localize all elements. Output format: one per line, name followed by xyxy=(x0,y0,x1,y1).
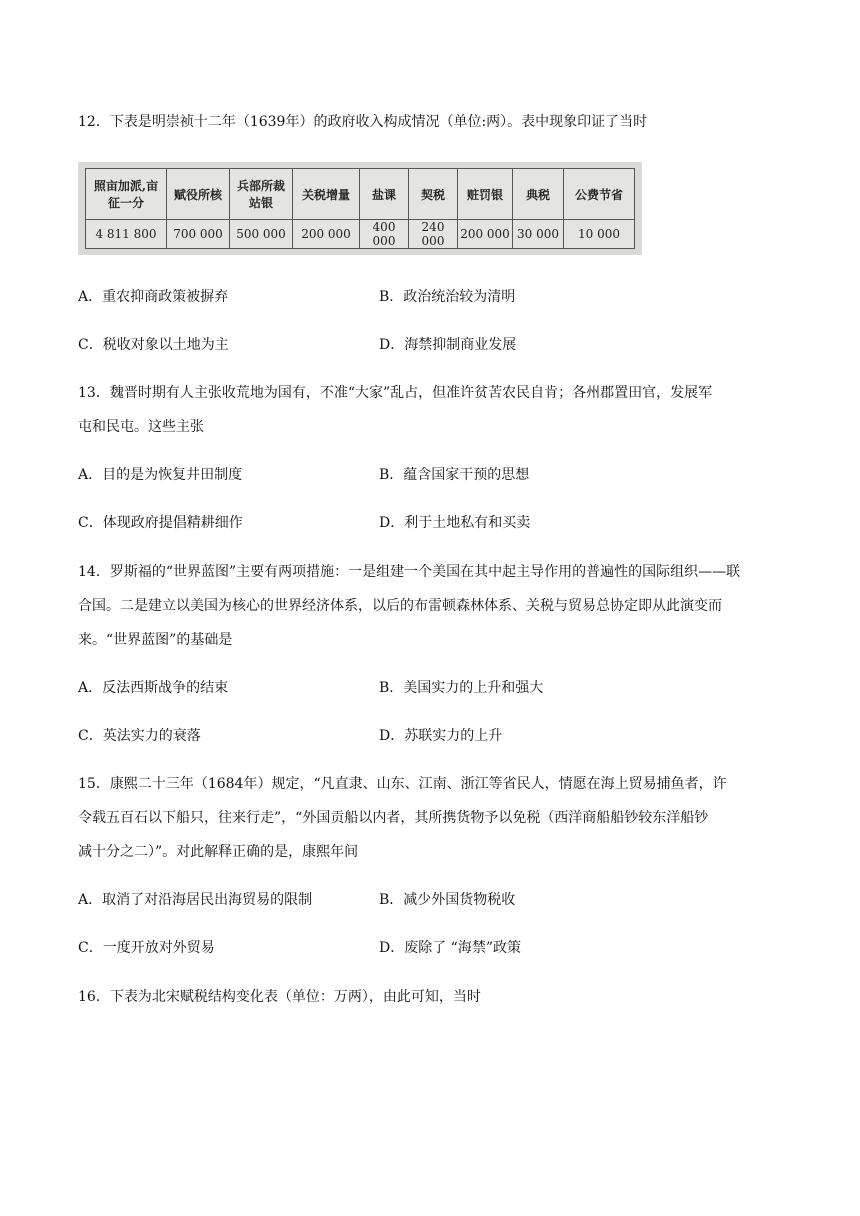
q15-option-d: D．废除了 “海禁”政策 xyxy=(379,940,521,956)
q12-option-a: A．重农抑商政策被摒弃 xyxy=(78,289,229,305)
table-cell: 200 000 xyxy=(458,220,513,249)
q15-stem-line1: 15．康熙二十三年（1684年）规定，“凡直隶、山东、江南、浙江等省民人，情愿在海上贸易捕鱼者，许 xyxy=(78,776,727,792)
q12-table-image xyxy=(78,162,642,255)
q14-option-c: C．英法实力的衰落 xyxy=(78,728,201,744)
q15-option-c: C．一度开放对外贸易 xyxy=(78,940,215,956)
q16-stem: 16．下表为北宋赋税结构变化表（单位：万两），由此可知，当时 xyxy=(78,989,481,1005)
table-cell: 4 811 800 xyxy=(86,220,167,249)
q13-stem-line2: 屯和民屯。这些主张 xyxy=(78,419,204,435)
q13-option-c: C．体现政府提倡精耕细作 xyxy=(78,515,243,531)
table-header-cell: 赋役所核 xyxy=(167,169,230,220)
q12-stem: 12．下表是明崇祯十二年（1639年）的政府收入构成情况（单位:两）。表中现象印证了当时 xyxy=(78,114,648,130)
table-header-cell: 契税 xyxy=(409,169,458,220)
table-header-cell: 公费节省 xyxy=(564,169,635,220)
table-cell: 700 000 xyxy=(167,220,230,249)
table-header-cell: 兵部所裁站银 xyxy=(230,169,293,220)
table-header-cell: 关税增量 xyxy=(293,169,360,220)
table-cell: 240 000 xyxy=(409,220,458,249)
table-header-cell: 赃罚银 xyxy=(458,169,513,220)
table-header-cell: 盐课 xyxy=(360,169,409,220)
table-cell: 200 000 xyxy=(293,220,360,249)
table-header-cell: 典税 xyxy=(513,169,564,220)
q14-option-d: D．苏联实力的上升 xyxy=(379,728,503,744)
q15-stem-line2: 令载五百石以下船只，往来行走”，“外国贡船以内者，其所携货物予以免税（西洋商船船钞较东洋船钞 xyxy=(78,810,709,826)
table-cell: 10 000 xyxy=(564,220,635,249)
table-cell: 400 000 xyxy=(360,220,409,249)
table-cell: 500 000 xyxy=(230,220,293,249)
q15-stem-line3: 减十分之二）”。对此解释正确的是，康熙年间 xyxy=(78,844,359,860)
q15-option-a: A．取消了对沿海居民出海贸易的限制 xyxy=(78,892,313,908)
q14-option-b: B．美国实力的上升和强大 xyxy=(379,680,544,696)
q14-option-a: A．反法西斯战争的结束 xyxy=(78,680,229,696)
table-cell: 30 000 xyxy=(513,220,564,249)
table-row xyxy=(86,220,635,249)
table-header-row xyxy=(86,169,635,220)
q13-stem-line1: 13．魏晋时期有人主张收荒地为国有，不准“大家”乱占，但准许贫苦农民自肯；各州郡置田官，发展军 xyxy=(78,385,713,401)
q12-income-table xyxy=(85,168,635,249)
q12-option-b: B．政治统治较为清明 xyxy=(379,289,516,305)
q12-option-c: C．税收对象以土地为主 xyxy=(78,337,229,353)
q15-option-b: B．减少外国货物税收 xyxy=(379,892,516,908)
q14-stem-line2: 合国。二是建立以美国为核心的世界经济体系，以后的布雷顿森林体系、关税与贸易总协定即从此演变而 xyxy=(78,598,722,614)
q14-stem-line1: 14．罗斯福的“世界蓝图”主要有两项措施：一是组建一个美国在其中起主导作用的普遍性的国际组织——联 xyxy=(78,564,741,580)
q14-stem-line3: 来。“世界蓝图”的基础是 xyxy=(78,632,233,648)
q12-option-d: D．海禁抑制商业发展 xyxy=(379,337,517,353)
table-header-cell: 照亩加派,亩征一分 xyxy=(86,169,167,220)
q13-option-a: A．目的是为恢复井田制度 xyxy=(78,467,243,483)
q13-option-d: D．利于土地私有和买卖 xyxy=(379,515,531,531)
q13-option-b: B．蕴含国家干预的思想 xyxy=(379,467,530,483)
